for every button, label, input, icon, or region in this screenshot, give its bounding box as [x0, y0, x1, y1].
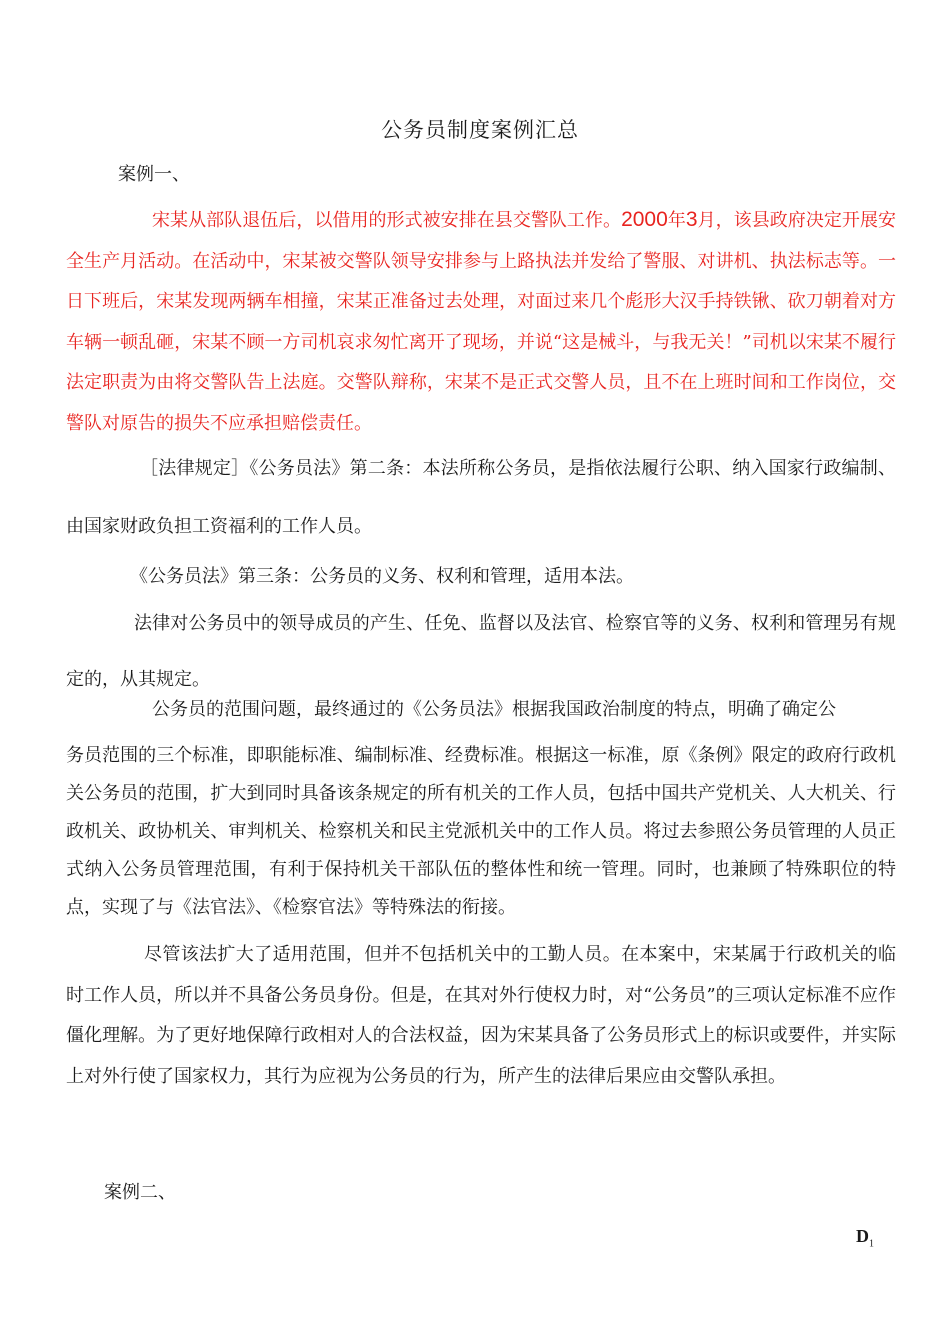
page-mark-letter: D: [856, 1226, 869, 1246]
case1-facts-part1: 宋某从部队退伍后，以借用的形式被安排在县交警队工作。: [152, 210, 622, 231]
law-article-3: 《公务员法》第三条：公务员的义务、权利和管理，适用本法。: [130, 566, 634, 587]
document-title: 公务员制度案例汇总: [381, 118, 579, 142]
page-number-mark: [856, 1226, 874, 1250]
analysis-paragraph-2: 尽管该法扩大了适用范围，但并不包括机关中的工勤人员。在本案中，宋某属于行政机关的临时工作人员，所以并不具备公务员身份。但是，在其对外行使权力时，对“公务员”的三项认定标准不应作僵化理解。为了更好地保障行政相对人的合法权益，因为宋某具备了公务员形式上的标识或要件，并实际上对外行使了国家权力，其行为应视为公务员的行为，所产生的法律后果应由交警队承担。: [66, 944, 896, 1087]
case1-facts-year: 2000: [621, 208, 668, 231]
page-mark-number: 1: [869, 1238, 874, 1250]
case2-heading: 案例二、: [104, 1182, 176, 1203]
case1-facts-part2: 年: [667, 210, 686, 231]
law-article-3-continued: 法律对公务员中的领导成员的产生、任免、监督以及法官、检察官等的义务、权利和管理另有规定的，从其规定。: [66, 613, 896, 690]
case1-facts-paragraph: [66, 200, 896, 444]
analysis-paragraph-1: 务员范围的三个标准，即职能标准、编制标准、经费标准。根据这一标准，原《条例》限定的政府行政机关公务员的范围，扩大到同时具备该条规定的所有机关的工作人员，包括中国共产党机关、人大机关、行政机关、政协机关、审判机关、检察机关和民主党派机关中的工作人员。将过去参照公务员管理的人员正式纳入公务员管理范围，有利于保持机关干部队伍的整体性和统一管理。同时，也兼顾了特殊职位的特点，实现了与《法官法》、《检察官法》等特殊法的衔接。: [66, 745, 896, 918]
analysis-paragraph-1-first-line: 公务员的范围问题，最终通过的《公务员法》根据我国政治制度的特点，明确了确定公: [152, 699, 836, 720]
law-article-2: ［法律规定］《公务员法》第二条：本法所称公务员，是指依法履行公职、纳入国家行政编制、由国家财政负担工资福利的工作人员。: [66, 458, 896, 537]
case1-heading: 案例一、: [118, 164, 190, 185]
case1-facts-month: 3: [685, 208, 698, 231]
case1-facts-part3: 月，该县政府决定开展安全生产月活动。在活动中，宋某被交警队领导安排参与上路执法并发给了警服、对讲机、执法标志等。一日下班后，宋某发现两辆车相撞，宋某正准备过去处理，对面过来几个彪形大汉手持铁锹、砍刀朝着对方车辆一顿乱砸，宋某不顾一方司机哀求匆忙离开了现场，并说“这是械斗，与我无关！”司机以宋某不履行法定职责为由将交警队告上法庭。交警队辩称，宋某不是正式交警人员，且不在上班时间和工作岗位，交警队对原告的损失不应承担赔偿责任。: [66, 210, 897, 434]
